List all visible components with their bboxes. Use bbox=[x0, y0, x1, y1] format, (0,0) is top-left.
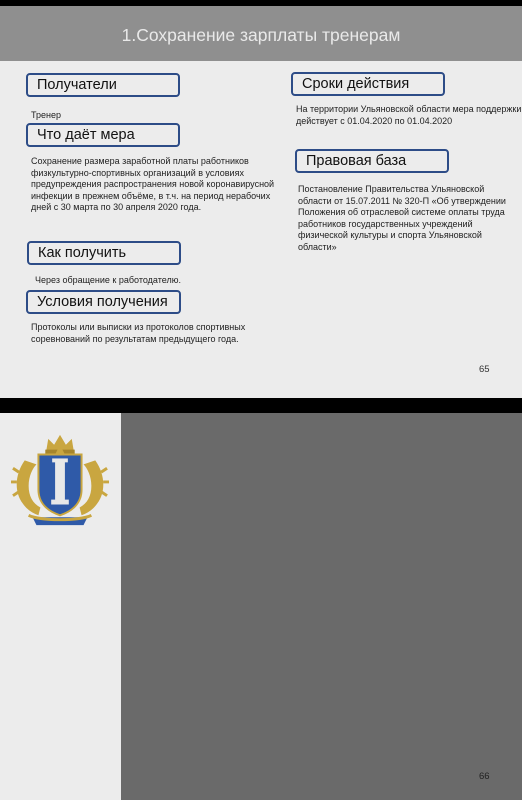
page-number-66: 66 bbox=[479, 771, 490, 782]
page-number: 65 bbox=[479, 364, 490, 375]
legal-heading: Правовая база bbox=[295, 149, 449, 173]
left-panel bbox=[0, 413, 121, 800]
recipients-text: Тренер bbox=[31, 110, 61, 120]
what-text: Сохранение размера заработной платы работников физкультурно-спортивных организаций в условиях предупреждения распространения новой коронавирусной инфекции в прежнем объёме, в т.ч. на период нерабочих дней с 30 марта по 30 апреля 2020 года. bbox=[31, 156, 275, 212]
recipients-heading: Получатели bbox=[26, 73, 180, 97]
terms-heading: Сроки действия bbox=[291, 72, 445, 96]
terms-text: На территории Ульяновской области мера поддержки действует с 01.04.2020 по 01.04.2020 bbox=[296, 104, 522, 126]
title-bar bbox=[0, 6, 522, 61]
conditions-text: Протоколы или выписки из протоколов спортивных соревнований по результатам предыдущего года. bbox=[31, 322, 246, 344]
what-heading: Что даёт мера bbox=[26, 123, 180, 147]
coat-of-arms-icon bbox=[11, 431, 109, 529]
slide-title: 1.Сохранение зарплаты тренерам bbox=[121, 25, 401, 45]
legal-text: Постановление Правительства Ульяновской области от 15.07.2011 № 320-П «Об утверждении Положения об отраслевой системе оплаты труда работников государственных учреждений физической культуры и спорта Ульяновской области» bbox=[298, 184, 506, 252]
how-heading: Как получить bbox=[27, 241, 181, 265]
slide-65 bbox=[0, 6, 522, 398]
conditions-heading: Условия получения bbox=[26, 290, 181, 314]
slide-66 bbox=[0, 413, 522, 800]
how-text: Через обращение к работодателю. bbox=[35, 275, 181, 285]
